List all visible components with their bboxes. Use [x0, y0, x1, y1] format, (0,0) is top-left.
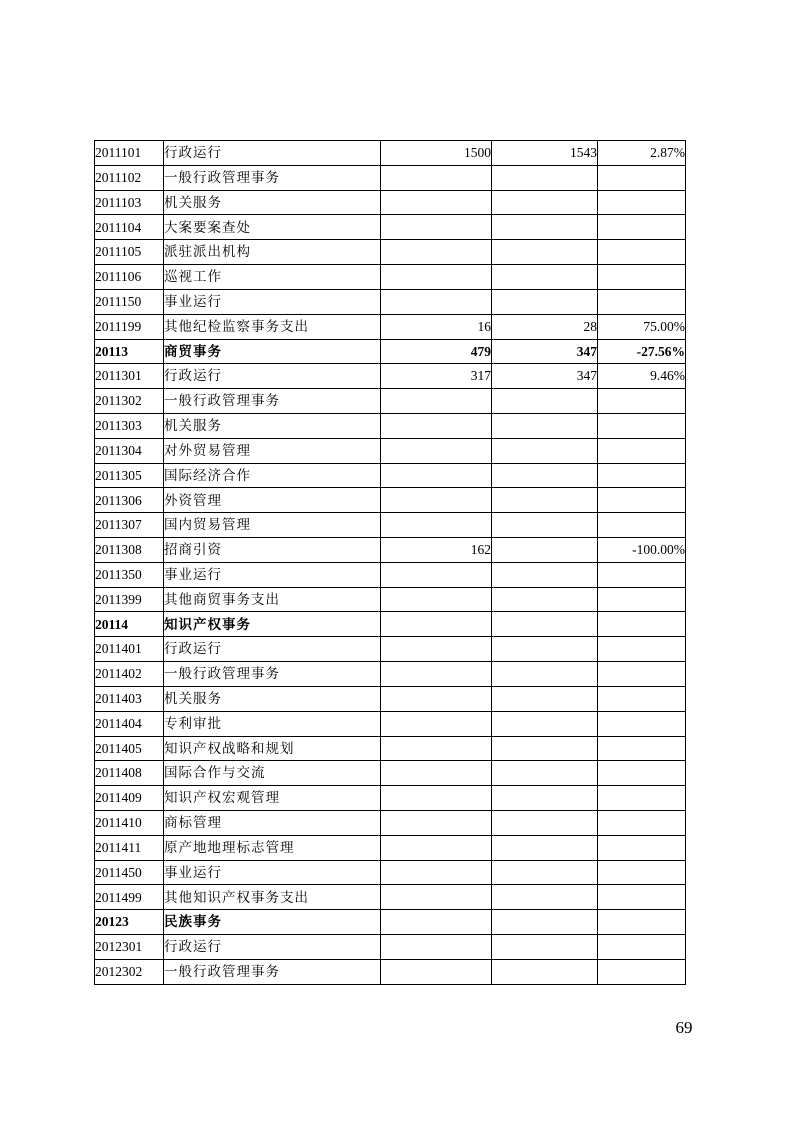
final-value-cell	[492, 686, 598, 711]
code-cell: 2011150	[95, 289, 164, 314]
budget-value-cell: 16	[381, 314, 492, 339]
name-cell: 行政运行	[164, 364, 381, 389]
budget-value-cell	[381, 810, 492, 835]
name-cell: 其他知识产权事务支出	[164, 885, 381, 910]
change-percent-cell	[598, 562, 686, 587]
budget-value-cell	[381, 165, 492, 190]
budget-value-cell	[381, 637, 492, 662]
table-row	[95, 463, 686, 488]
code-cell: 2012302	[95, 959, 164, 984]
budget-value-cell	[381, 959, 492, 984]
code-cell: 2011410	[95, 810, 164, 835]
code-cell: 2011405	[95, 736, 164, 761]
code-cell: 20113	[95, 339, 164, 364]
code-cell: 2011350	[95, 562, 164, 587]
change-percent-cell	[598, 835, 686, 860]
table-row	[95, 662, 686, 687]
final-value-cell	[492, 389, 598, 414]
name-cell: 外资管理	[164, 488, 381, 513]
budget-value-cell	[381, 463, 492, 488]
final-value-cell	[492, 438, 598, 463]
final-value-cell	[492, 637, 598, 662]
table-row	[95, 141, 686, 166]
budget-value-cell	[381, 289, 492, 314]
table-row	[95, 711, 686, 736]
table-row	[95, 314, 686, 339]
table-row	[95, 761, 686, 786]
budget-value-cell	[381, 265, 492, 290]
table-row	[95, 860, 686, 885]
code-cell: 2011105	[95, 240, 164, 265]
name-cell: 机关服务	[164, 413, 381, 438]
final-value-cell	[492, 240, 598, 265]
name-cell: 其他商贸事务支出	[164, 587, 381, 612]
change-percent-cell	[598, 389, 686, 414]
table-row	[95, 165, 686, 190]
change-percent-cell	[598, 215, 686, 240]
name-cell: 知识产权宏观管理	[164, 786, 381, 811]
final-value-cell	[492, 562, 598, 587]
final-value-cell	[492, 935, 598, 960]
table-row	[95, 885, 686, 910]
change-percent-cell	[598, 240, 686, 265]
code-cell: 2011305	[95, 463, 164, 488]
name-cell: 一般行政管理事务	[164, 662, 381, 687]
final-value-cell	[492, 835, 598, 860]
budget-value-cell	[381, 612, 492, 637]
name-cell: 一般行政管理事务	[164, 165, 381, 190]
budget-value-cell	[381, 736, 492, 761]
budget-value-cell	[381, 488, 492, 513]
change-percent-cell	[598, 711, 686, 736]
name-cell: 招商引资	[164, 538, 381, 563]
change-percent-cell	[598, 910, 686, 935]
budget-value-cell: 162	[381, 538, 492, 563]
final-value-cell	[492, 959, 598, 984]
table-row	[95, 562, 686, 587]
code-cell: 20114	[95, 612, 164, 637]
change-percent-cell	[598, 265, 686, 290]
name-cell: 事业运行	[164, 860, 381, 885]
budget-value-cell	[381, 389, 492, 414]
code-cell: 2011103	[95, 190, 164, 215]
code-cell: 2011401	[95, 637, 164, 662]
name-cell: 专利审批	[164, 711, 381, 736]
budget-value-cell	[381, 860, 492, 885]
change-percent-cell	[598, 488, 686, 513]
final-value-cell	[492, 513, 598, 538]
table-row	[95, 438, 686, 463]
name-cell: 派驻派出机构	[164, 240, 381, 265]
change-percent-cell	[598, 959, 686, 984]
change-percent-cell	[598, 736, 686, 761]
change-percent-cell	[598, 637, 686, 662]
code-cell: 2011408	[95, 761, 164, 786]
name-cell: 行政运行	[164, 935, 381, 960]
name-cell: 巡视工作	[164, 265, 381, 290]
table-row	[95, 488, 686, 513]
table-row	[95, 835, 686, 860]
change-percent-cell: -100.00%	[598, 538, 686, 563]
budget-value-cell: 479	[381, 339, 492, 364]
final-value-cell	[492, 736, 598, 761]
final-value-cell	[492, 612, 598, 637]
final-value-cell	[492, 711, 598, 736]
final-value-cell	[492, 761, 598, 786]
final-value-cell	[492, 910, 598, 935]
table-row	[95, 190, 686, 215]
name-cell: 机关服务	[164, 686, 381, 711]
code-cell: 2011102	[95, 165, 164, 190]
name-cell: 原产地地理标志管理	[164, 835, 381, 860]
code-cell: 2011409	[95, 786, 164, 811]
name-cell: 大案要案查处	[164, 215, 381, 240]
final-value-cell	[492, 289, 598, 314]
name-cell: 一般行政管理事务	[164, 959, 381, 984]
final-value-cell: 1543	[492, 141, 598, 166]
change-percent-cell	[598, 513, 686, 538]
budget-value-cell	[381, 513, 492, 538]
change-percent-cell	[598, 860, 686, 885]
name-cell: 国际合作与交流	[164, 761, 381, 786]
budget-value-cell	[381, 910, 492, 935]
section-row	[95, 910, 686, 935]
name-cell: 知识产权战略和规划	[164, 736, 381, 761]
name-cell: 民族事务	[164, 910, 381, 935]
table-row	[95, 786, 686, 811]
change-percent-cell	[598, 761, 686, 786]
final-value-cell	[492, 587, 598, 612]
table-row	[95, 810, 686, 835]
code-cell: 2011411	[95, 835, 164, 860]
name-cell: 其他纪检监察事务支出	[164, 314, 381, 339]
budget-value-cell	[381, 885, 492, 910]
final-value-cell	[492, 885, 598, 910]
name-cell: 国内贸易管理	[164, 513, 381, 538]
budget-value-cell	[381, 935, 492, 960]
code-cell: 2011306	[95, 488, 164, 513]
name-cell: 知识产权事务	[164, 612, 381, 637]
table-row	[95, 538, 686, 563]
final-value-cell	[492, 413, 598, 438]
code-cell: 2011302	[95, 389, 164, 414]
budget-value-cell	[381, 215, 492, 240]
final-value-cell	[492, 488, 598, 513]
code-cell: 2011301	[95, 364, 164, 389]
change-percent-cell	[598, 662, 686, 687]
table-row	[95, 413, 686, 438]
budget-value-cell	[381, 413, 492, 438]
budget-value-cell	[381, 786, 492, 811]
change-percent-cell: 75.00%	[598, 314, 686, 339]
table-row	[95, 686, 686, 711]
table-row	[95, 289, 686, 314]
final-value-cell	[492, 860, 598, 885]
change-percent-cell	[598, 289, 686, 314]
change-percent-cell	[598, 612, 686, 637]
table-row	[95, 736, 686, 761]
code-cell: 2011303	[95, 413, 164, 438]
budget-value-cell	[381, 711, 492, 736]
code-cell: 2011403	[95, 686, 164, 711]
budget-table	[94, 140, 686, 985]
change-percent-cell	[598, 587, 686, 612]
code-cell: 2011499	[95, 885, 164, 910]
final-value-cell	[492, 810, 598, 835]
code-cell: 2012301	[95, 935, 164, 960]
name-cell: 机关服务	[164, 190, 381, 215]
change-percent-cell	[598, 165, 686, 190]
budget-value-cell	[381, 686, 492, 711]
code-cell: 20123	[95, 910, 164, 935]
name-cell: 对外贸易管理	[164, 438, 381, 463]
code-cell: 2011399	[95, 587, 164, 612]
change-percent-cell: -27.56%	[598, 339, 686, 364]
final-value-cell: 347	[492, 339, 598, 364]
change-percent-cell	[598, 463, 686, 488]
change-percent-cell	[598, 686, 686, 711]
final-value-cell	[492, 786, 598, 811]
code-cell: 2011101	[95, 141, 164, 166]
budget-value-cell	[381, 240, 492, 265]
table-row	[95, 935, 686, 960]
code-cell: 2011450	[95, 860, 164, 885]
budget-value-cell: 317	[381, 364, 492, 389]
table-row	[95, 265, 686, 290]
change-percent-cell	[598, 413, 686, 438]
code-cell: 2011404	[95, 711, 164, 736]
final-value-cell	[492, 165, 598, 190]
code-cell: 2011307	[95, 513, 164, 538]
name-cell: 商贸事务	[164, 339, 381, 364]
table-row	[95, 637, 686, 662]
final-value-cell	[492, 215, 598, 240]
final-value-cell	[492, 538, 598, 563]
final-value-cell	[492, 463, 598, 488]
table-row	[95, 513, 686, 538]
name-cell: 商标管理	[164, 810, 381, 835]
code-cell: 2011402	[95, 662, 164, 687]
final-value-cell	[492, 190, 598, 215]
table-row	[95, 389, 686, 414]
budget-value-cell	[381, 587, 492, 612]
change-percent-cell: 2.87%	[598, 141, 686, 166]
change-percent-cell: 9.46%	[598, 364, 686, 389]
change-percent-cell	[598, 190, 686, 215]
budget-value-cell	[381, 190, 492, 215]
name-cell: 事业运行	[164, 562, 381, 587]
code-cell: 2011106	[95, 265, 164, 290]
table-row	[95, 959, 686, 984]
table-row	[95, 587, 686, 612]
code-cell: 2011199	[95, 314, 164, 339]
name-cell: 国际经济合作	[164, 463, 381, 488]
change-percent-cell	[598, 935, 686, 960]
budget-value-cell	[381, 562, 492, 587]
change-percent-cell	[598, 885, 686, 910]
page-number: 69	[675, 1018, 693, 1037]
final-value-cell	[492, 662, 598, 687]
change-percent-cell	[598, 810, 686, 835]
table-row	[95, 215, 686, 240]
final-value-cell	[492, 265, 598, 290]
code-cell: 2011104	[95, 215, 164, 240]
budget-value-cell	[381, 835, 492, 860]
final-value-cell: 347	[492, 364, 598, 389]
final-value-cell: 28	[492, 314, 598, 339]
name-cell: 行政运行	[164, 141, 381, 166]
budget-value-cell: 1500	[381, 141, 492, 166]
name-cell: 一般行政管理事务	[164, 389, 381, 414]
name-cell: 事业运行	[164, 289, 381, 314]
budget-value-cell	[381, 662, 492, 687]
table-row	[95, 240, 686, 265]
budget-value-cell	[381, 761, 492, 786]
change-percent-cell	[598, 438, 686, 463]
code-cell: 2011308	[95, 538, 164, 563]
code-cell: 2011304	[95, 438, 164, 463]
budget-value-cell	[381, 438, 492, 463]
budget-table-body	[95, 141, 686, 985]
table-row	[95, 364, 686, 389]
name-cell: 行政运行	[164, 637, 381, 662]
section-row	[95, 612, 686, 637]
change-percent-cell	[598, 786, 686, 811]
section-row	[95, 339, 686, 364]
